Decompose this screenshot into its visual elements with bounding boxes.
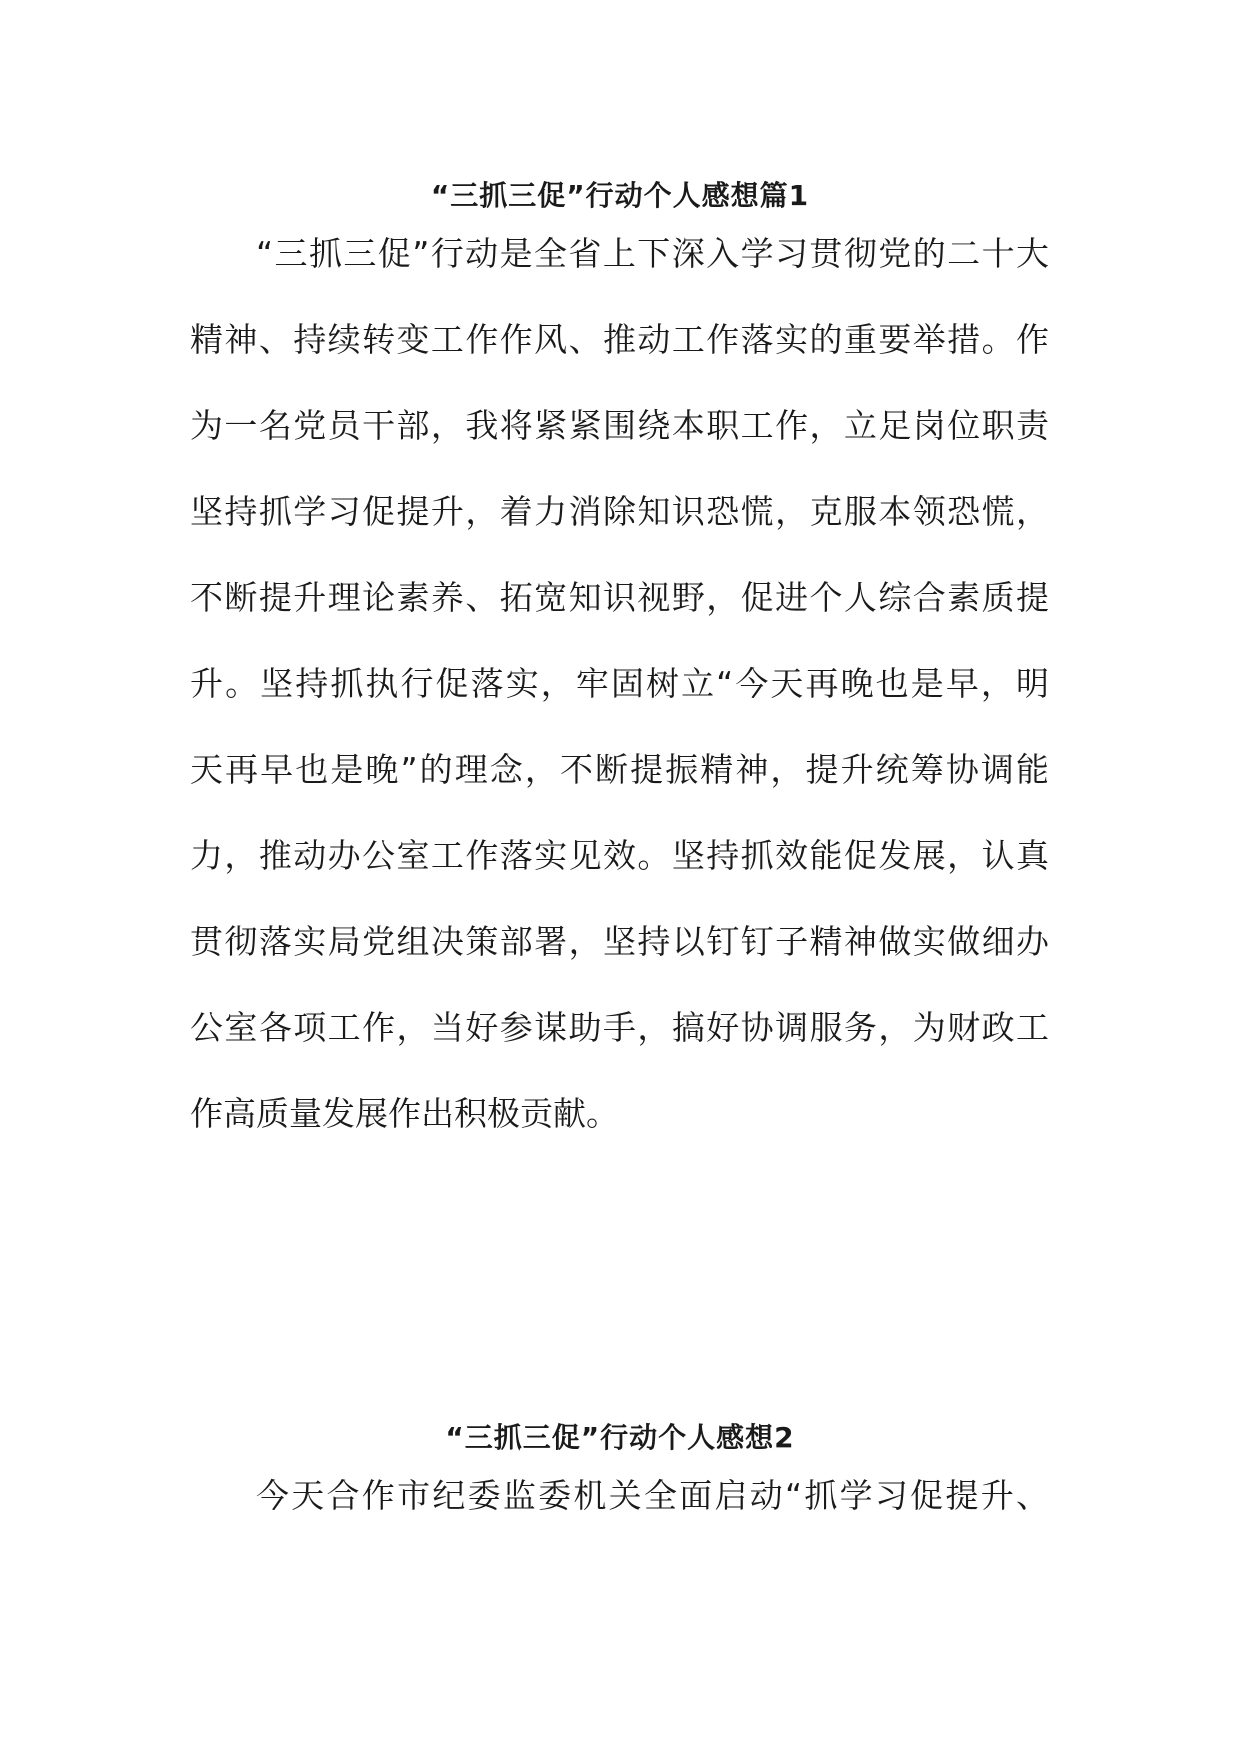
section-1-title: “三抓三促”行动个人感想篇1 <box>430 179 810 212</box>
section-1-line-4: 坚持抓学习促提升，着力消除知识恐慌，克服本领恐慌， <box>190 492 1049 531</box>
section-2-line-1: 今天合作市纪委监委机关全面启动“抓学习促提升、 <box>256 1476 1049 1515</box>
section-1-line-9: 贯彻落实局党组决策部署，坚持以钉钉子精神做实做细办 <box>190 922 1049 961</box>
section-1-line-3: 为一名党员干部，我将紧紧围绕本职工作，立足岗位职责 <box>190 406 1049 445</box>
section-1-line-1: “三抓三促”行动是全省上下深入学习贯彻党的二十大 <box>256 234 1049 273</box>
section-1-line-7: 天再早也是晚”的理念，不断提振精神，提升统筹协调能 <box>190 750 1049 789</box>
section-2-title: “三抓三促”行动个人感想2 <box>445 1421 795 1454</box>
section-1-line-11: 作高质量发展作出积极贡献。 <box>190 1094 619 1133</box>
section-1-line-6: 升。坚持抓执行促落实，牢固树立“今天再晚也是早，明 <box>190 664 1049 703</box>
section-1-line-2: 精神、持续转变工作作风、推动工作落实的重要举措。作 <box>190 320 1049 359</box>
section-1-line-8: 力，推动办公室工作落实见效。坚持抓效能促发展，认真 <box>190 836 1049 875</box>
section-1-line-5: 不断提升理论素养、拓宽知识视野，促进个人综合素质提 <box>190 578 1049 617</box>
section-1-line-10: 公室各项工作，当好参谋助手，搞好协调服务，为财政工 <box>190 1008 1049 1047</box>
